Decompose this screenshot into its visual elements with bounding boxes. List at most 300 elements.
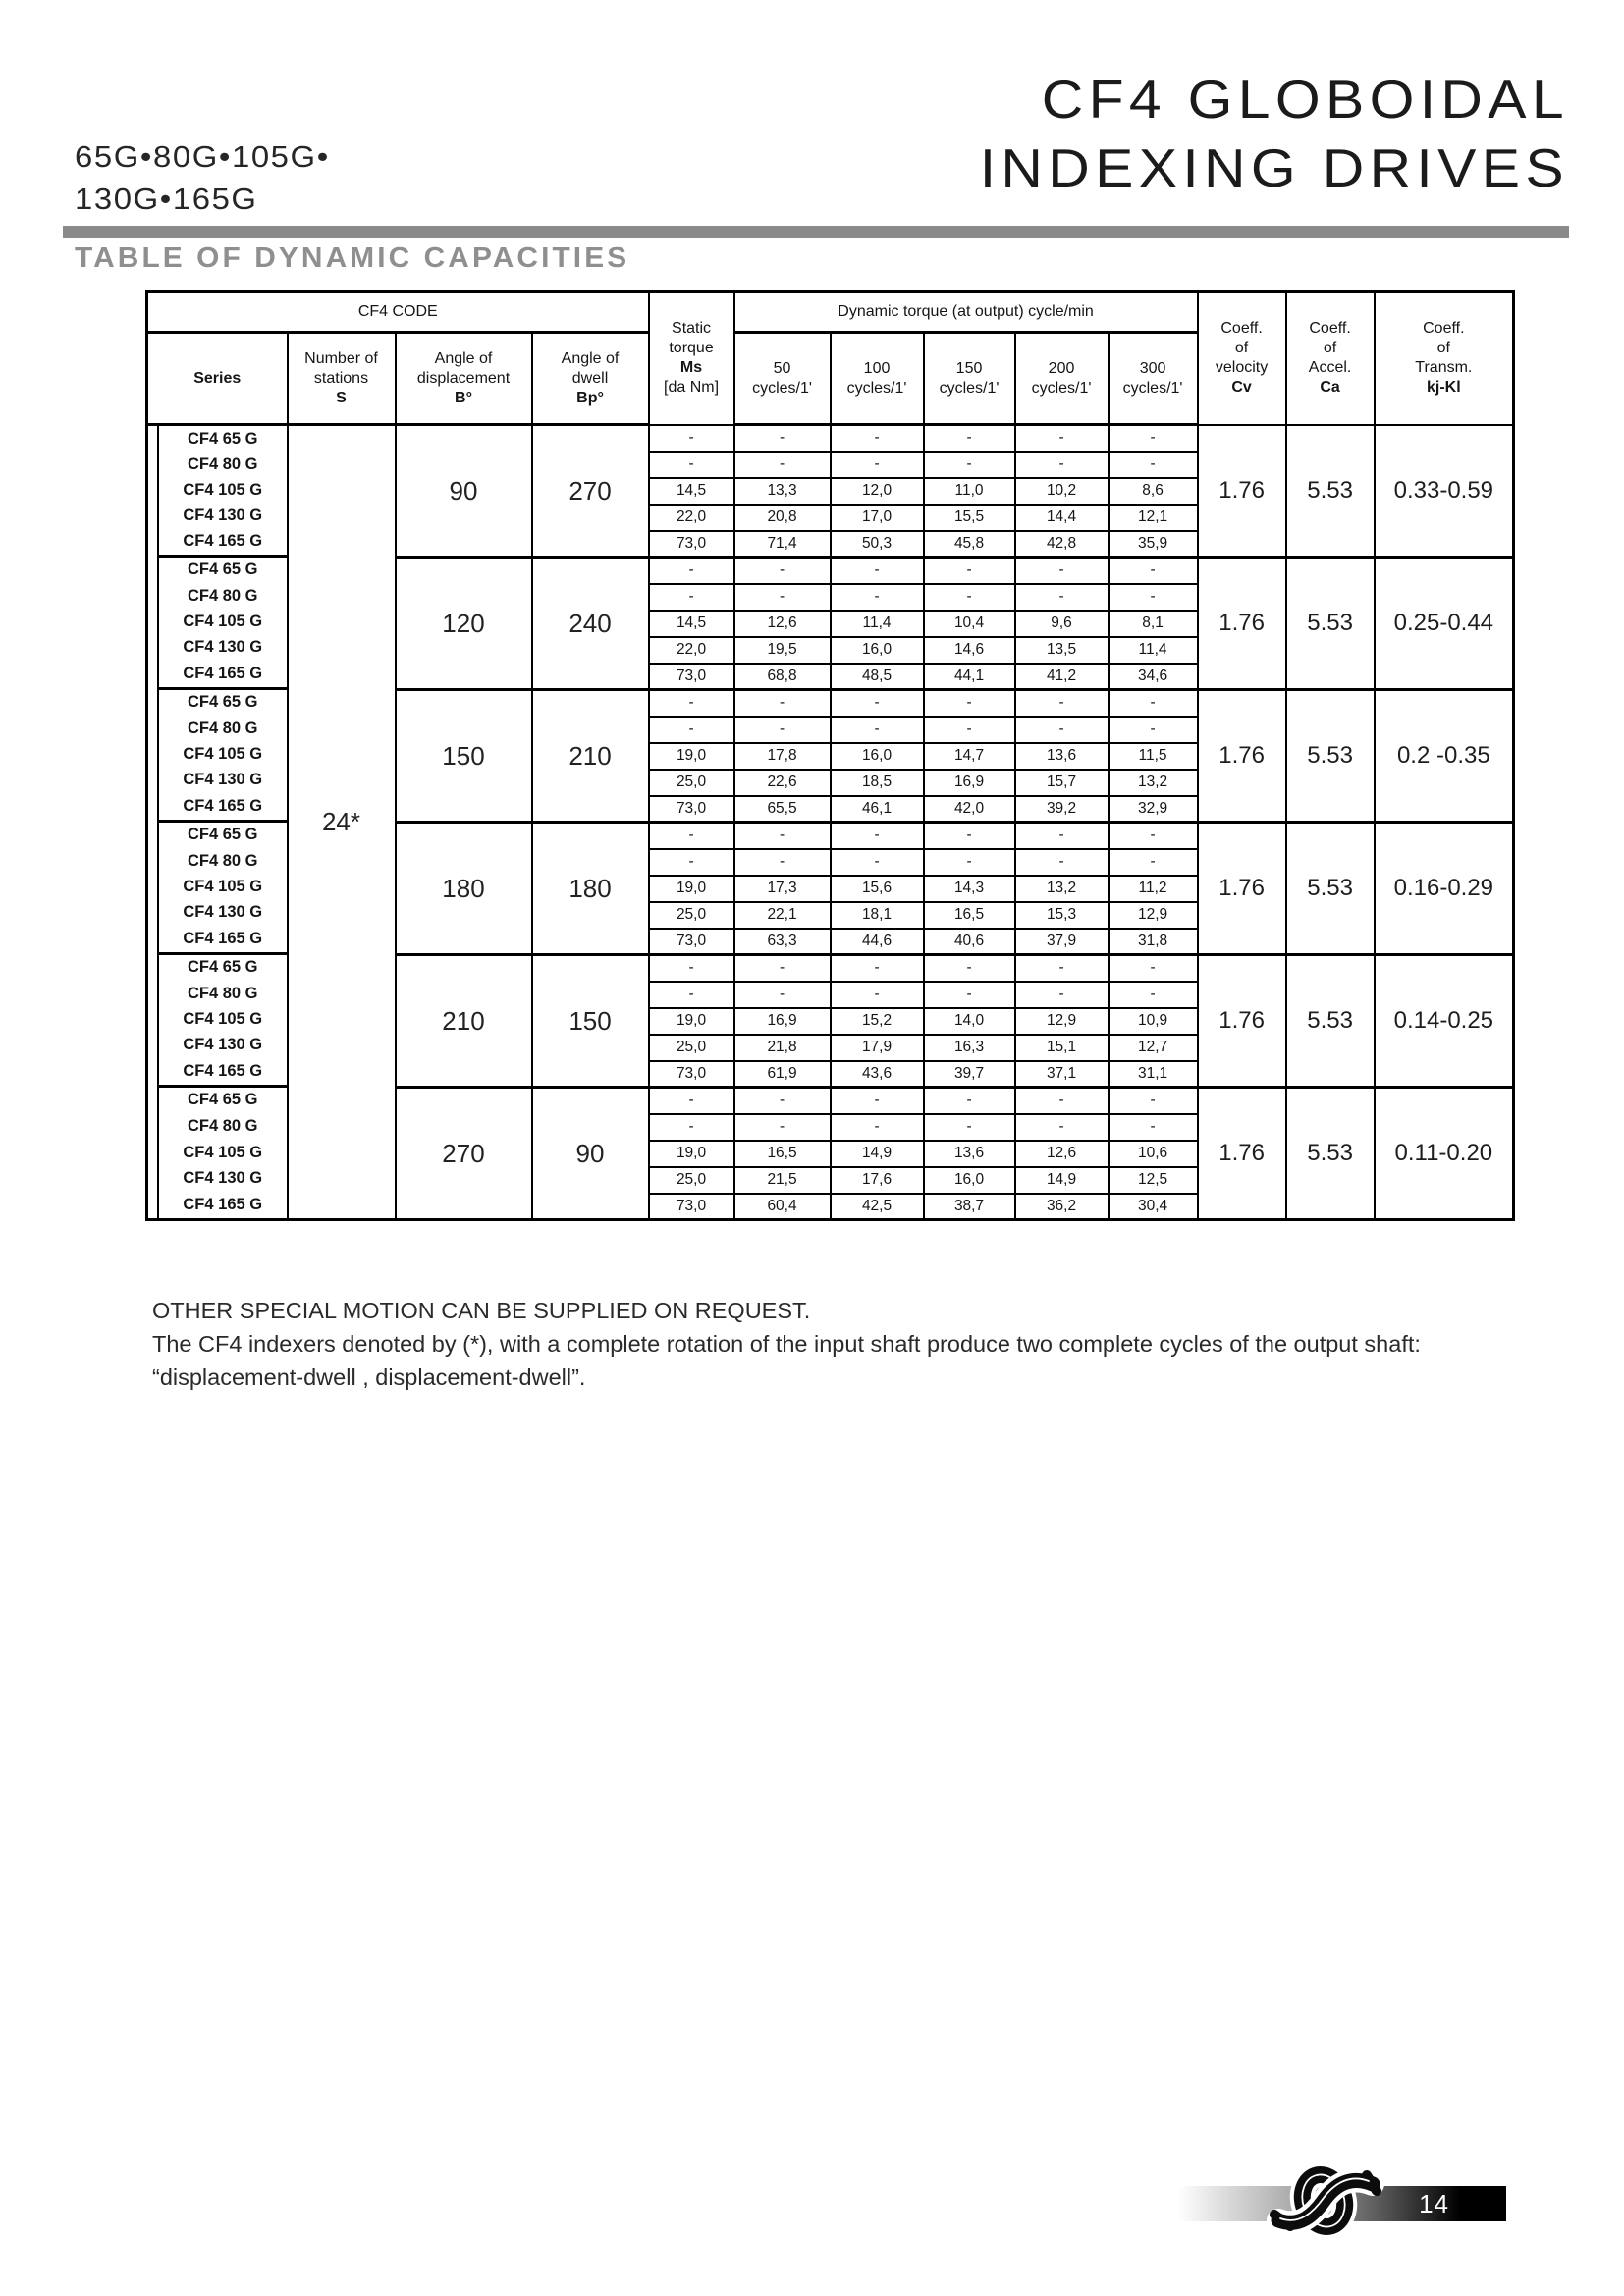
torque-value-cell: 65,5 [734, 796, 831, 823]
header-dwell-line: Angle of [561, 349, 620, 367]
torque-value-cell: - [924, 717, 1015, 743]
displacement-angle-cell: 120 [396, 558, 532, 690]
series-label: CF4 80 G [187, 719, 258, 737]
torque-value-cell: 14,6 [924, 637, 1015, 664]
header-series [147, 333, 288, 425]
torque-value-cell: 12,9 [1109, 902, 1198, 929]
torque-value-cell: - [1015, 717, 1109, 743]
series-label: CF4 65 G [187, 429, 258, 448]
torque-value-cell: 44,6 [831, 929, 924, 955]
torque-value-cell: - [924, 955, 1015, 982]
torque-value-cell: 16,5 [924, 902, 1015, 929]
torque-value-cell: 31,1 [1109, 1061, 1198, 1088]
series-label: CF4 130 G [183, 1169, 263, 1188]
header-cycles-value: 50 [773, 359, 791, 377]
torque-value-cell: 12,7 [1109, 1035, 1198, 1061]
header-dwell-line: dwell [571, 369, 609, 387]
section-title: TABLE OF DYNAMIC CAPACITIES [75, 242, 630, 274]
torque-value-cell: - [1015, 1088, 1109, 1114]
torque-value-cell: 41,2 [1015, 664, 1109, 690]
series-label: CF4 165 G [183, 796, 263, 815]
header-coeff-line: Accel. [1308, 358, 1352, 376]
torque-value-cell: 25,0 [649, 1035, 734, 1061]
table-header [147, 292, 1514, 425]
coeff-velocity-cell: 1.76 [1198, 690, 1286, 823]
note-line2: The CF4 indexers denoted by (*), with a complete rotation of the input shaft produce two complete cycles of the output shaft: “displacement-dwell , displacement-dwell”. [152, 1331, 1421, 1390]
torque-value-cell: 12,6 [734, 611, 831, 637]
coeff-accel-cell: 5.53 [1286, 1088, 1375, 1220]
torque-value-cell: 11,4 [1109, 637, 1198, 664]
coeff-transm-cell: 0.11-0.20 [1375, 1088, 1514, 1220]
header-stations-line: Number of [304, 349, 378, 367]
torque-value-cell: - [649, 1114, 734, 1141]
torque-value-cell: - [734, 558, 831, 584]
torque-value-cell: 17,8 [734, 743, 831, 770]
torque-value-cell: 14,9 [1015, 1167, 1109, 1194]
torque-value-cell: - [649, 584, 734, 611]
torque-value-cell: - [831, 955, 924, 982]
torque-value-cell: 12,1 [1109, 505, 1198, 531]
series-group-cell [147, 955, 288, 1088]
torque-value-cell: 22,1 [734, 902, 831, 929]
torque-value-cell: - [924, 1114, 1015, 1141]
coeff-velocity-cell: 1.76 [1198, 955, 1286, 1088]
header-cycles-unit: cycles/1' [1031, 379, 1092, 397]
series-label: CF4 105 G [183, 613, 263, 631]
torque-value-cell: 15,7 [1015, 770, 1109, 796]
torque-value-cell: - [1015, 1114, 1109, 1141]
torque-value-cell: - [924, 558, 1015, 584]
series-label: CF4 80 G [187, 851, 258, 870]
series-label: CF4 105 G [183, 878, 263, 896]
torque-value-cell: 68,8 [734, 664, 831, 690]
header-stations-symbol: S [336, 389, 347, 406]
displacement-angle-cell: 150 [396, 690, 532, 823]
torque-value-cell: 19,0 [649, 876, 734, 902]
dwell-angle-cell: 180 [532, 823, 649, 955]
header-coeff-symbol: kj-Kl [1426, 378, 1461, 396]
torque-value-cell: 10,6 [1109, 1141, 1198, 1167]
series-label: CF4 130 G [183, 1036, 263, 1054]
torque-value-cell: - [924, 452, 1015, 478]
torque-value-cell: - [734, 1114, 831, 1141]
header-cycles-50 [734, 333, 831, 425]
header-stations-line: stations [313, 369, 369, 387]
series-box [157, 955, 287, 1088]
torque-value-cell: 42,0 [924, 796, 1015, 823]
torque-value-cell: 22,0 [649, 505, 734, 531]
coeff-velocity-cell: 1.76 [1198, 425, 1286, 558]
capacity-table-body [147, 425, 1514, 1220]
torque-value-cell: - [831, 1114, 924, 1141]
header-static-line: Static [672, 319, 712, 337]
torque-value-cell: 14,5 [649, 478, 734, 505]
torque-value-cell: 8,1 [1109, 611, 1198, 637]
header-displacement-line: displacement [416, 369, 511, 387]
table-row [147, 425, 1514, 452]
torque-value-cell: 14,3 [924, 876, 1015, 902]
torque-value-cell: - [831, 982, 924, 1008]
torque-value-cell: - [831, 452, 924, 478]
series-label: CF4 80 G [187, 984, 258, 1002]
coeff-velocity-cell: 1.76 [1198, 558, 1286, 690]
header-cycles-200 [1015, 333, 1109, 425]
model-codes-line2: 130G•165G [75, 182, 258, 216]
torque-value-cell: 21,8 [734, 1035, 831, 1061]
header-cycles-unit: cycles/1' [846, 379, 907, 397]
displacement-angle-cell: 90 [396, 425, 532, 558]
series-box [157, 690, 287, 823]
torque-value-cell: 73,0 [649, 1194, 734, 1220]
header-coeff-line: Coeff. [1309, 319, 1351, 337]
torque-value-cell: 20,8 [734, 505, 831, 531]
torque-value-cell: - [1015, 849, 1109, 876]
header-cycles-100 [831, 333, 924, 425]
torque-value-cell: - [1015, 425, 1109, 452]
torque-value-cell: 46,1 [831, 796, 924, 823]
series-label: CF4 165 G [183, 664, 263, 682]
torque-value-cell: - [1015, 584, 1109, 611]
torque-value-cell: 14,0 [924, 1008, 1015, 1035]
note-line1: OTHER SPECIAL MOTION CAN BE SUPPLIED ON REQUEST. [152, 1298, 811, 1323]
torque-value-cell: - [734, 1088, 831, 1114]
torque-value-cell: 39,7 [924, 1061, 1015, 1088]
torque-value-cell: 39,2 [1015, 796, 1109, 823]
torque-value-cell: - [1109, 849, 1198, 876]
torque-value-cell: 73,0 [649, 531, 734, 558]
series-label: CF4 80 G [187, 454, 258, 473]
torque-value-cell: - [1109, 452, 1198, 478]
torque-value-cell: 13,6 [924, 1141, 1015, 1167]
torque-value-cell: 31,8 [1109, 929, 1198, 955]
torque-value-cell: 45,8 [924, 531, 1015, 558]
series-label: CF4 105 G [183, 745, 263, 764]
torque-value-cell: 73,0 [649, 1061, 734, 1088]
header-displacement-symbol: B° [455, 389, 472, 406]
header-cf4-code: CF4 CODE [147, 292, 649, 333]
torque-value-cell: 16,0 [924, 1167, 1015, 1194]
torque-value-cell: 12,5 [1109, 1167, 1198, 1194]
torque-value-cell: - [1015, 823, 1109, 849]
torque-value-cell: - [1109, 982, 1198, 1008]
divider-rule [63, 226, 1569, 238]
torque-value-cell: 13,2 [1109, 770, 1198, 796]
torque-value-cell: - [649, 452, 734, 478]
page-title-line1: CF4 GLOBOIDAL [1041, 69, 1569, 130]
coeff-accel-cell: 5.53 [1286, 558, 1375, 690]
coeff-transm-cell: 0.2 -0.35 [1375, 690, 1514, 823]
header-coeff-velocity [1198, 292, 1286, 425]
torque-value-cell: 16,0 [831, 637, 924, 664]
coeff-accel-cell: 5.53 [1286, 425, 1375, 558]
torque-value-cell: 42,5 [831, 1194, 924, 1220]
torque-value-cell: - [1109, 425, 1198, 452]
header-coeff-line: of [1436, 339, 1450, 356]
torque-value-cell: 17,9 [831, 1035, 924, 1061]
torque-value-cell: - [649, 425, 734, 452]
header-coeff-line: of [1234, 339, 1249, 356]
header-dwell-symbol: Bp° [576, 389, 604, 406]
torque-value-cell: - [734, 982, 831, 1008]
model-codes [75, 135, 330, 220]
torque-value-cell: - [734, 955, 831, 982]
torque-value-cell: - [649, 717, 734, 743]
torque-value-cell: 11,4 [831, 611, 924, 637]
torque-value-cell: - [924, 690, 1015, 717]
torque-value-cell: 16,9 [734, 1008, 831, 1035]
torque-value-cell: - [649, 982, 734, 1008]
header-cycles-value: 300 [1139, 359, 1166, 377]
torque-value-cell: - [1015, 452, 1109, 478]
page-title-line2: INDEXING DRIVES [979, 137, 1569, 198]
torque-value-cell: 12,0 [831, 478, 924, 505]
displacement-angle-cell: 180 [396, 823, 532, 955]
torque-value-cell: 14,7 [924, 743, 1015, 770]
header-static-line: torque [669, 339, 714, 356]
series-label: CF4 130 G [183, 638, 263, 657]
torque-value-cell: 36,2 [1015, 1194, 1109, 1220]
series-label: CF4 65 G [187, 693, 258, 712]
coeff-transm-cell: 0.16-0.29 [1375, 823, 1514, 955]
torque-value-cell: 13,2 [1015, 876, 1109, 902]
header-cycles-150 [924, 333, 1015, 425]
stations-value-cell: 24* [288, 425, 396, 1220]
series-label: CF4 165 G [183, 929, 263, 947]
torque-value-cell: - [734, 452, 831, 478]
torque-value-cell: 22,6 [734, 770, 831, 796]
torque-value-cell: 16,9 [924, 770, 1015, 796]
series-label: CF4 165 G [183, 1196, 263, 1214]
torque-value-cell: 15,3 [1015, 902, 1109, 929]
torque-value-cell: - [831, 558, 924, 584]
torque-value-cell: 19,5 [734, 637, 831, 664]
torque-value-cell: 9,6 [1015, 611, 1109, 637]
torque-value-cell: 32,9 [1109, 796, 1198, 823]
torque-value-cell: - [649, 823, 734, 849]
torque-value-cell: 8,6 [1109, 478, 1198, 505]
knot-logo [1265, 2150, 1388, 2244]
torque-value-cell: - [1109, 717, 1198, 743]
torque-value-cell: - [649, 849, 734, 876]
coeff-transm-cell: 0.25-0.44 [1375, 558, 1514, 690]
torque-value-cell: 60,4 [734, 1194, 831, 1220]
header-coeff-line: velocity [1215, 358, 1269, 376]
torque-value-cell: - [1109, 584, 1198, 611]
header-static-torque [649, 292, 734, 425]
dwell-angle-cell: 90 [532, 1088, 649, 1220]
torque-value-cell: - [831, 823, 924, 849]
torque-value-cell: - [831, 690, 924, 717]
series-group-cell [147, 558, 288, 690]
torque-value-cell: 11,0 [924, 478, 1015, 505]
torque-value-cell: - [831, 425, 924, 452]
torque-value-cell: 17,3 [734, 876, 831, 902]
header-dwell [532, 333, 649, 425]
series-label: CF4 165 G [183, 531, 263, 550]
series-group-cell [147, 690, 288, 823]
displacement-angle-cell: 210 [396, 955, 532, 1088]
header-coeff-symbol: Ca [1320, 378, 1340, 396]
series-label: CF4 80 G [187, 586, 258, 605]
torque-value-cell: 15,2 [831, 1008, 924, 1035]
torque-value-cell: 17,6 [831, 1167, 924, 1194]
torque-value-cell: 13,6 [1015, 743, 1109, 770]
series-box [157, 1088, 287, 1219]
coeff-velocity-cell: 1.76 [1198, 823, 1286, 955]
coeff-accel-cell: 5.53 [1286, 690, 1375, 823]
torque-value-cell: - [831, 717, 924, 743]
torque-value-cell: - [924, 1088, 1015, 1114]
torque-value-cell: 50,3 [831, 531, 924, 558]
header-coeff-line: of [1323, 339, 1337, 356]
dwell-angle-cell: 270 [532, 425, 649, 558]
torque-value-cell: 15,5 [924, 505, 1015, 531]
torque-value-cell: - [1015, 558, 1109, 584]
series-box [157, 558, 287, 690]
header-stations [288, 333, 396, 425]
torque-value-cell: - [924, 584, 1015, 611]
series-label: CF4 65 G [187, 958, 258, 977]
series-label: CF4 130 G [183, 771, 263, 789]
torque-value-cell: 42,8 [1015, 531, 1109, 558]
torque-value-cell: - [1109, 955, 1198, 982]
torque-value-cell: - [734, 717, 831, 743]
header-series-label: Series [193, 369, 242, 387]
torque-value-cell: 25,0 [649, 1167, 734, 1194]
series-group-cell [147, 425, 288, 558]
dwell-angle-cell: 150 [532, 955, 649, 1088]
torque-value-cell: - [1109, 1088, 1198, 1114]
torque-value-cell: 12,6 [1015, 1141, 1109, 1167]
series-label: CF4 105 G [183, 1143, 263, 1161]
series-label: CF4 80 G [187, 1117, 258, 1136]
series-label: CF4 130 G [183, 506, 263, 524]
torque-value-cell: 18,5 [831, 770, 924, 796]
torque-value-cell: 16,3 [924, 1035, 1015, 1061]
torque-value-cell: - [734, 584, 831, 611]
series-label: CF4 130 G [183, 903, 263, 922]
series-label: CF4 105 G [183, 480, 263, 499]
header-cycles-value: 200 [1048, 359, 1075, 377]
torque-value-cell: - [1109, 558, 1198, 584]
torque-value-cell: 10,2 [1015, 478, 1109, 505]
torque-value-cell: - [1109, 823, 1198, 849]
dwell-angle-cell: 240 [532, 558, 649, 690]
torque-value-cell: 25,0 [649, 770, 734, 796]
torque-value-cell: 44,1 [924, 664, 1015, 690]
coeff-transm-cell: 0.14-0.25 [1375, 955, 1514, 1088]
page-number: 14 [1419, 2189, 1449, 2218]
torque-value-cell: 14,5 [649, 611, 734, 637]
header-cycles-unit: cycles/1' [1122, 379, 1183, 397]
torque-value-cell: 73,0 [649, 796, 734, 823]
header-displacement-line: Angle of [434, 349, 493, 367]
header-cycles-value: 150 [955, 359, 983, 377]
header-static-unit: [da Nm] [664, 378, 720, 396]
torque-value-cell: - [1015, 690, 1109, 717]
torque-value-cell: 71,4 [734, 531, 831, 558]
header-static-symbol: Ms [679, 358, 703, 376]
series-label: CF4 105 G [183, 1010, 263, 1029]
header-cycles-unit: cycles/1' [752, 379, 812, 397]
torque-value-cell: - [734, 849, 831, 876]
series-label: CF4 65 G [187, 561, 258, 579]
torque-value-cell: - [649, 690, 734, 717]
header-coeff-line: Coeff. [1423, 319, 1465, 337]
torque-value-cell: - [831, 1088, 924, 1114]
torque-value-cell: 10,9 [1109, 1008, 1198, 1035]
torque-value-cell: 11,2 [1109, 876, 1198, 902]
torque-value-cell: 73,0 [649, 664, 734, 690]
header-cycles-300 [1109, 333, 1198, 425]
torque-value-cell: 19,0 [649, 1008, 734, 1035]
torque-value-cell: - [831, 849, 924, 876]
torque-value-cell: 14,4 [1015, 505, 1109, 531]
coeff-accel-cell: 5.53 [1286, 823, 1375, 955]
torque-value-cell: 15,1 [1015, 1035, 1109, 1061]
torque-value-cell: 21,5 [734, 1167, 831, 1194]
torque-value-cell: - [1015, 955, 1109, 982]
header-dynamic-torque: Dynamic torque (at output) cycle/min [734, 292, 1198, 333]
series-box [157, 426, 287, 558]
torque-value-cell: 10,4 [924, 611, 1015, 637]
torque-value-cell: - [649, 558, 734, 584]
torque-value-cell: - [649, 955, 734, 982]
torque-value-cell: 17,0 [831, 505, 924, 531]
header-coeff-symbol: Cv [1231, 378, 1252, 396]
model-codes-line1: 65G•80G•105G• [75, 139, 330, 174]
torque-value-cell: 13,3 [734, 478, 831, 505]
header-coeff-line: Transm. [1415, 358, 1473, 376]
torque-value-cell: - [924, 982, 1015, 1008]
torque-value-cell: 43,6 [831, 1061, 924, 1088]
torque-value-cell: - [924, 849, 1015, 876]
notes [152, 1294, 1527, 1394]
coeff-transm-cell: 0.33-0.59 [1375, 425, 1514, 558]
header-cycles-unit: cycles/1' [939, 379, 1000, 397]
torque-value-cell: 37,1 [1015, 1061, 1109, 1088]
torque-value-cell: - [1109, 690, 1198, 717]
dynamic-capacities-table [145, 290, 1515, 1221]
header-cycles-value: 100 [863, 359, 891, 377]
torque-value-cell: - [924, 823, 1015, 849]
torque-value-cell: 16,0 [831, 743, 924, 770]
torque-value-cell: 12,9 [1015, 1008, 1109, 1035]
torque-value-cell: 37,9 [1015, 929, 1109, 955]
torque-value-cell: 40,6 [924, 929, 1015, 955]
header-coeff-transm [1375, 292, 1514, 425]
torque-value-cell: - [734, 823, 831, 849]
header-displacement [396, 333, 532, 425]
torque-value-cell: 18,1 [831, 902, 924, 929]
torque-value-cell: 73,0 [649, 929, 734, 955]
torque-value-cell: - [1109, 1114, 1198, 1141]
torque-value-cell: - [649, 1088, 734, 1114]
torque-value-cell: 15,6 [831, 876, 924, 902]
torque-value-cell: 14,9 [831, 1141, 924, 1167]
dwell-angle-cell: 210 [532, 690, 649, 823]
torque-value-cell: - [831, 584, 924, 611]
header-coeff-line: Coeff. [1220, 319, 1263, 337]
header-coeff-accel [1286, 292, 1375, 425]
series-group-cell [147, 1088, 288, 1220]
series-label: CF4 165 G [183, 1061, 263, 1080]
torque-value-cell: 22,0 [649, 637, 734, 664]
torque-value-cell: 16,5 [734, 1141, 831, 1167]
torque-value-cell: - [734, 425, 831, 452]
page-title [980, 65, 1569, 202]
torque-value-cell: 61,9 [734, 1061, 831, 1088]
